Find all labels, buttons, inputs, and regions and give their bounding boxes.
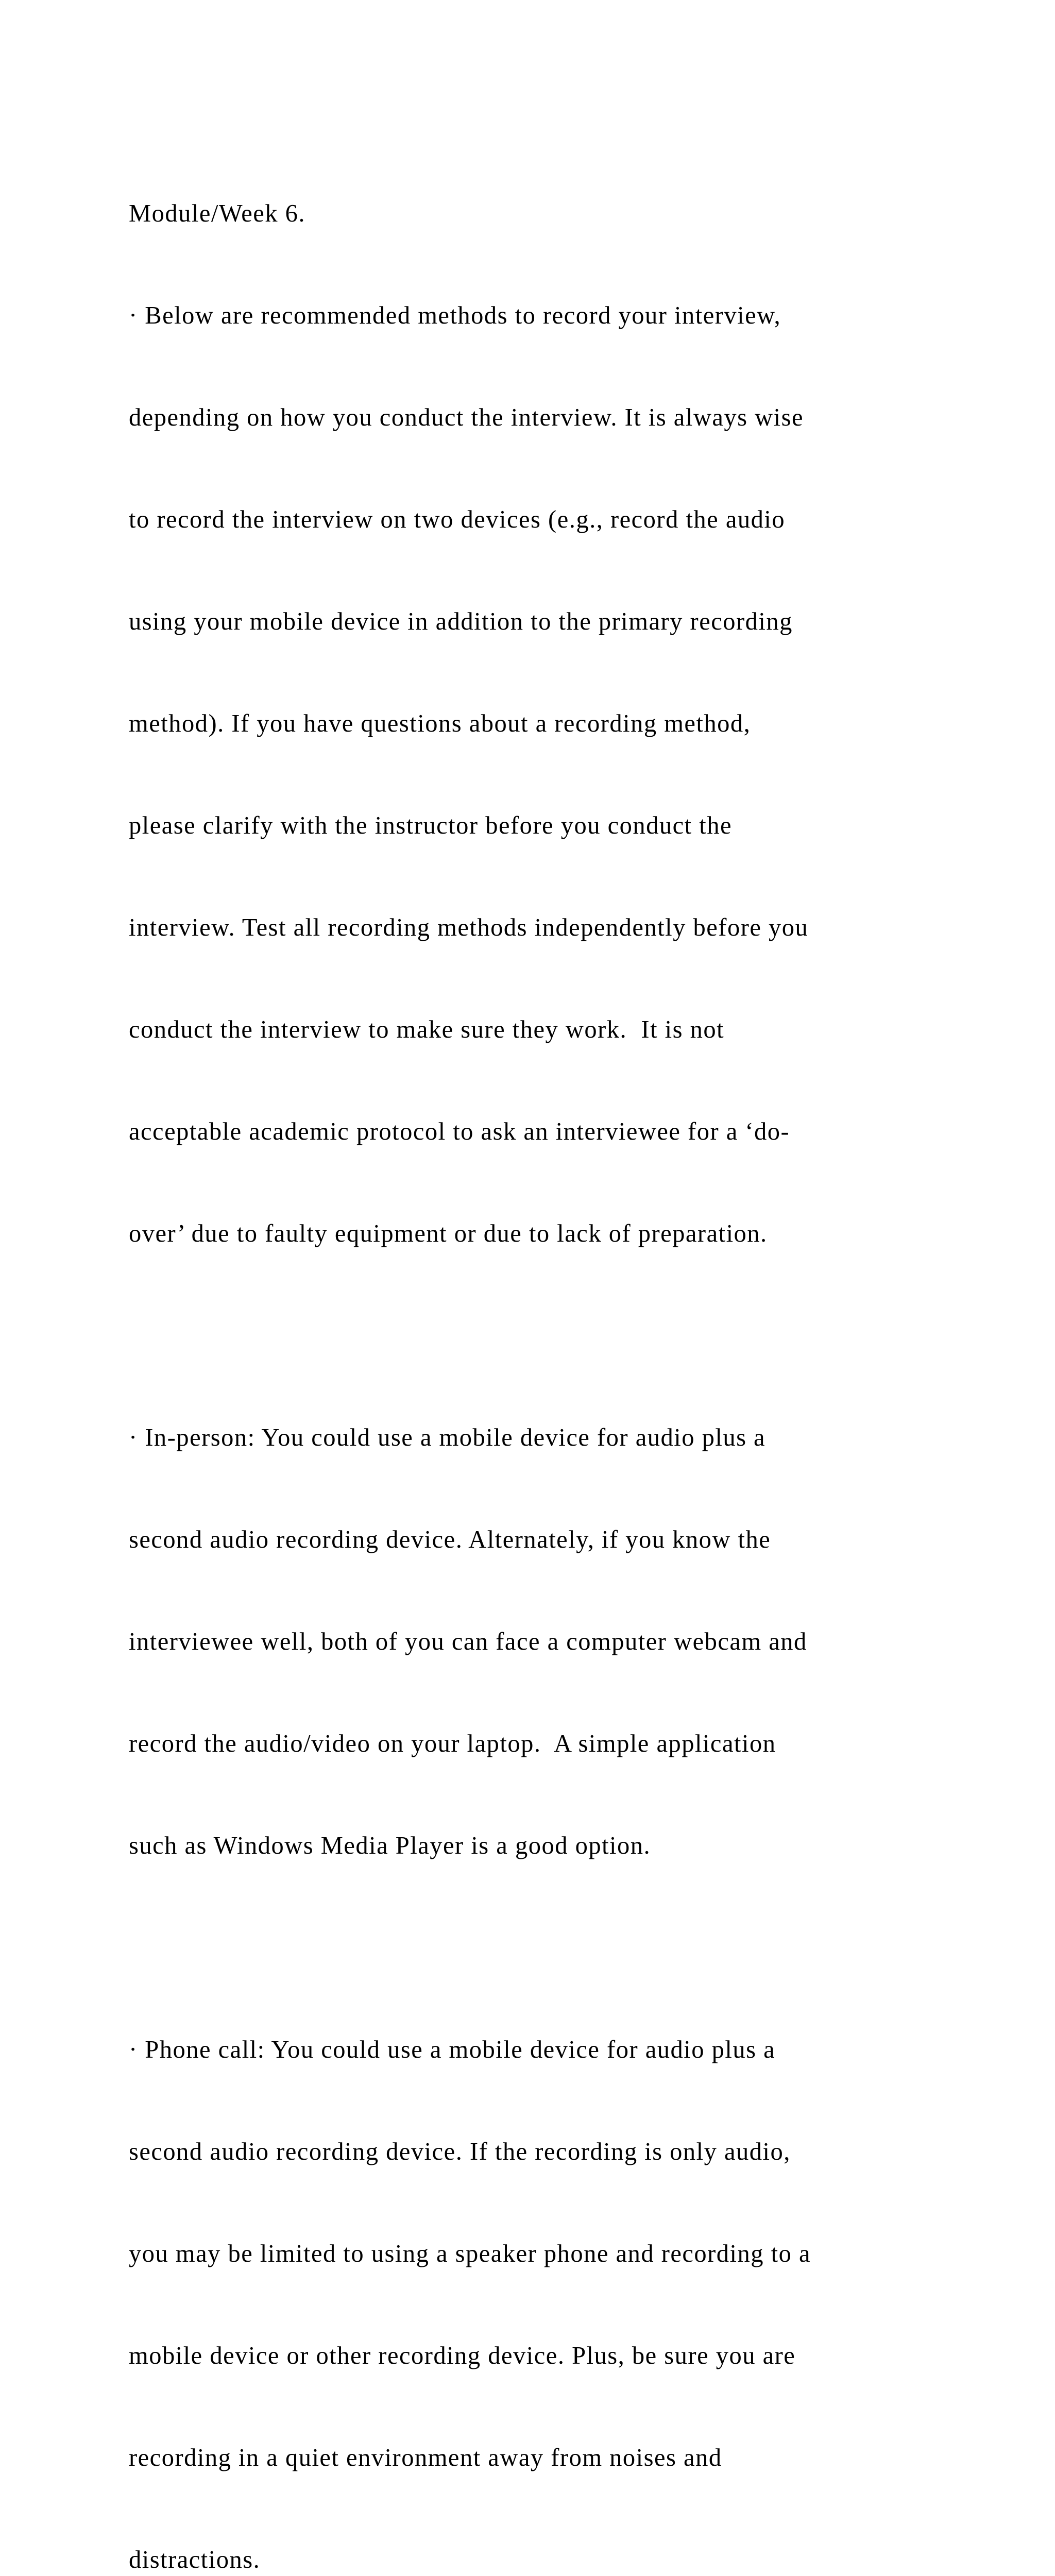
text-line: over’ due to faulty equipment or due to lack of preparation. — [129, 1220, 768, 1247]
text-line: to record the interview on two devices (e.g., record the audio — [129, 506, 786, 533]
text-line: · Below are recommended methods to record your interview, — [129, 302, 781, 329]
text-line: · In-person: You could use a mobile device for audio plus a — [129, 1424, 766, 1451]
heading-line: Module/Week 6. — [129, 200, 306, 227]
text-line: please clarify with the instructor before you conduct the — [129, 812, 732, 839]
text-line: interviewee well, both of you can face a computer webcam and — [129, 1628, 807, 1655]
text-line: recording in a quiet environment away from noises and — [129, 2444, 722, 2471]
text-line: · Phone call: You could use a mobile device for audio plus a — [129, 2036, 776, 2063]
text-line: second audio recording device. Alternately, if you know the — [129, 1526, 771, 1553]
text-line: conduct the interview to make sure they work. It is not — [129, 1016, 725, 1043]
text-line: record the audio/video on your laptop. A simple application — [129, 1730, 776, 1757]
text-line: such as Windows Media Player is a good option. — [129, 1832, 651, 1859]
text-line: acceptable academic protocol to ask an interviewee for a ‘do- — [129, 1118, 790, 1145]
text-line: depending on how you conduct the interview. It is always wise — [129, 404, 804, 431]
text-line: second audio recording device. If the recording is only audio, — [129, 2138, 791, 2165]
document-body — [129, 129, 953, 2576]
text-line: you may be limited to using a speaker phone and recording to a — [129, 2240, 811, 2267]
text-line: interview. Test all recording methods independently before you — [129, 914, 809, 941]
text-line: distractions. — [129, 2546, 261, 2573]
text-line: method). If you have questions about a recording method, — [129, 710, 751, 737]
blank-line — [129, 1931, 953, 1965]
blank-line — [129, 1319, 953, 1353]
text-line: mobile device or other recording device. Plus, be sure you are — [129, 2342, 796, 2369]
text-line: using your mobile device in addition to the primary recording — [129, 608, 793, 635]
